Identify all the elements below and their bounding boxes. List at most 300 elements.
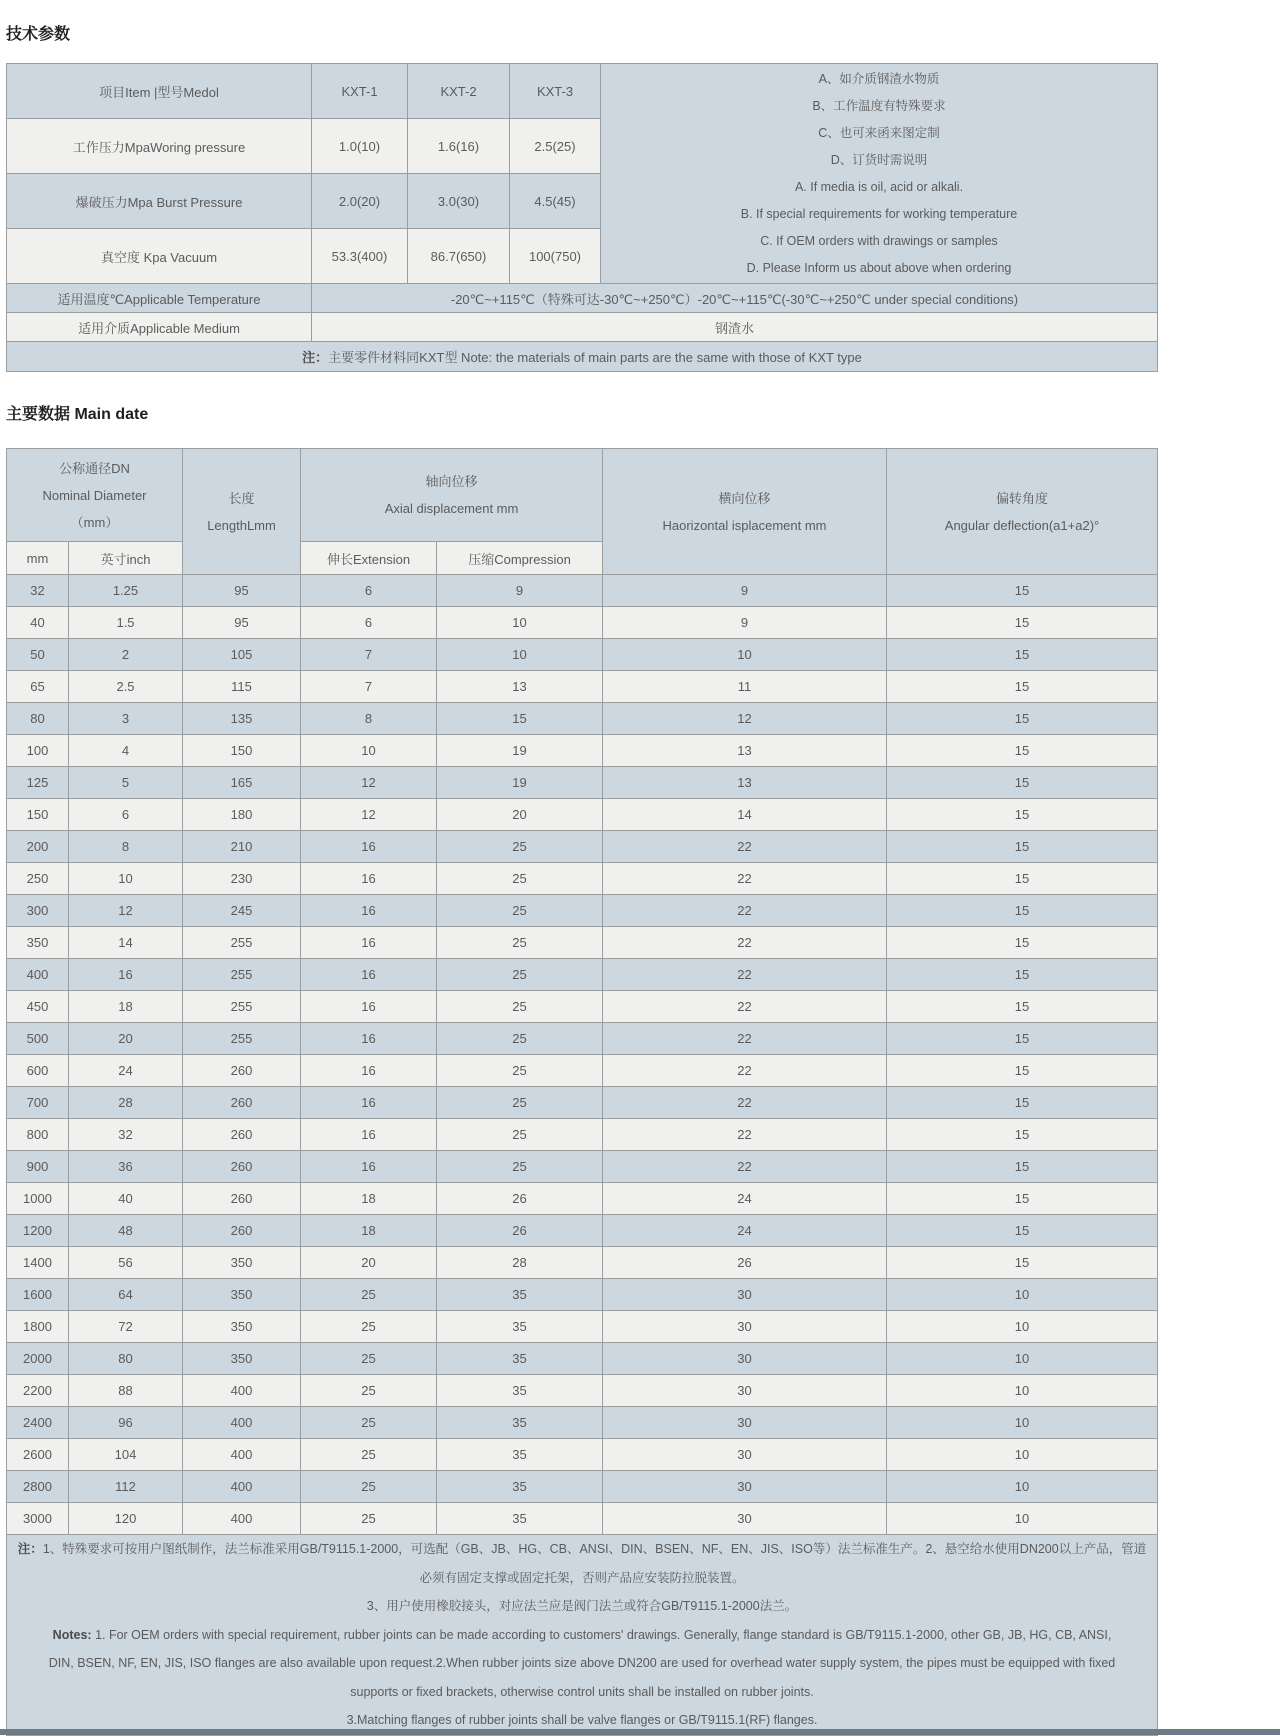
main-table-row [7, 1471, 1158, 1503]
main-table-cell: 22 [603, 895, 887, 927]
main-table-cell: 1.25 [69, 575, 183, 607]
remark-line: C. If OEM orders with drawings or samples [760, 233, 998, 248]
main-table-cell: 35 [437, 1311, 603, 1343]
header-text: Haorizontal isplacement mm [662, 517, 827, 533]
main-table-cell: 10 [301, 735, 437, 767]
note-line-cn: 3、用户使用橡胶接头，对应法兰应是阀门法兰或符合GB/T9115.1-2000法兰。 [366, 1599, 798, 1613]
header-text: 横向位移 [718, 490, 771, 506]
main-table-cell: 25 [437, 1119, 603, 1151]
main-table-cell: 22 [603, 1087, 887, 1119]
main-table-cell: 11 [603, 671, 887, 703]
main-table-row [7, 1055, 1158, 1087]
main-table-row [7, 767, 1158, 799]
main-table-row [7, 799, 1158, 831]
main-table-cell: 1600 [7, 1279, 69, 1311]
main-table-cell: 22 [603, 1151, 887, 1183]
main-table-cell: 200 [7, 831, 69, 863]
main-table-cell: 16 [301, 1087, 437, 1119]
main-table-cell: 18 [301, 1183, 437, 1215]
tech-header-kxt1: KXT-1 [312, 64, 408, 119]
main-table-cell: 13 [603, 735, 887, 767]
main-table-cell: 104 [69, 1439, 183, 1471]
main-table-cell: 10 [887, 1311, 1158, 1343]
main-table-cell: 10 [887, 1279, 1158, 1311]
main-table-row [7, 575, 1158, 607]
main-table-cell: 10 [887, 1439, 1158, 1471]
tech-row-value: 4.5(45) [510, 174, 601, 229]
main-table-row [7, 735, 1158, 767]
main-table-cell: 28 [437, 1247, 603, 1279]
main-table-cell: 245 [183, 895, 301, 927]
main-table-cell: 15 [887, 927, 1158, 959]
medium-value: 钢渣水 [312, 313, 1158, 342]
main-table-cell: 15 [887, 831, 1158, 863]
main-table-cell: 20 [437, 799, 603, 831]
main-table-row [7, 991, 1158, 1023]
main-table-cell: 35 [437, 1439, 603, 1471]
main-table-cell: 16 [301, 927, 437, 959]
main-table-cell: 25 [437, 991, 603, 1023]
footer-bar [0, 1729, 1280, 1735]
main-table-row [7, 1311, 1158, 1343]
tech-row-label: 爆破压力Mpa Burst Pressure [7, 174, 312, 229]
main-table-cell: 95 [183, 575, 301, 607]
main-table-cell: 10 [887, 1503, 1158, 1535]
temperature-label: 适用温度℃Applicable Temperature [7, 284, 312, 313]
main-table-cell: 15 [887, 1247, 1158, 1279]
note-line-en: 3.Matching flanges of rubber joints shall be valve flanges or GB/T9115.1(RF) flanges. [346, 1713, 818, 1727]
remark-line: D. Please Inform us about above when ordering [746, 260, 1012, 275]
note-line-en: supports or fixed brackets, otherwise control units shall be installed on rubber joints. [350, 1684, 814, 1699]
main-table-row [7, 831, 1158, 863]
main-table-cell: 22 [603, 863, 887, 895]
main-table-cell: 112 [69, 1471, 183, 1503]
notes-cn-prefix: 注： [17, 1542, 43, 1556]
main-table-cell: 15 [887, 1183, 1158, 1215]
main-table-cell: 400 [183, 1503, 301, 1535]
main-table-cell: 15 [887, 671, 1158, 703]
main-table-cell: 48 [69, 1215, 183, 1247]
main-table-cell: 10 [603, 639, 887, 671]
main-table-cell: 350 [7, 927, 69, 959]
subheader-mm: mm [7, 542, 69, 575]
main-table-cell: 10 [437, 639, 603, 671]
main-table-cell: 80 [69, 1343, 183, 1375]
main-table-row [7, 639, 1158, 671]
main-table-cell: 16 [301, 831, 437, 863]
subheader-inch: 英寸inch [69, 542, 183, 575]
main-table-cell: 30 [603, 1503, 887, 1535]
main-table-cell: 120 [69, 1503, 183, 1535]
header-text: 偏转角度 [996, 490, 1049, 506]
main-table-cell: 5 [69, 767, 183, 799]
tech-row-value: 86.7(650) [408, 229, 510, 284]
main-table-cell: 15 [887, 735, 1158, 767]
main-table-cell: 72 [69, 1311, 183, 1343]
tech-row-value: 2.0(20) [312, 174, 408, 229]
main-table-cell: 8 [69, 831, 183, 863]
main-table-cell: 600 [7, 1055, 69, 1087]
main-table-cell: 15 [887, 799, 1158, 831]
main-table-cell: 2 [69, 639, 183, 671]
main-table-cell: 700 [7, 1087, 69, 1119]
main-table-cell: 1400 [7, 1247, 69, 1279]
main-table-cell: 350 [183, 1247, 301, 1279]
main-table-row [7, 1375, 1158, 1407]
main-table-cell: 1.5 [69, 607, 183, 639]
main-table-cell: 10 [887, 1343, 1158, 1375]
main-table [6, 448, 1158, 1736]
main-table-cell: 25 [301, 1375, 437, 1407]
main-table-cell: 25 [301, 1311, 437, 1343]
main-table-cell: 25 [437, 1087, 603, 1119]
main-table-cell: 100 [7, 735, 69, 767]
main-table-cell: 260 [183, 1215, 301, 1247]
main-table-cell: 15 [887, 1151, 1158, 1183]
main-table-row [7, 927, 1158, 959]
main-table-body [7, 575, 1158, 1535]
main-table-row [7, 1215, 1158, 1247]
main-table-cell: 900 [7, 1151, 69, 1183]
tech-row-value: 1.6(16) [408, 119, 510, 174]
main-table-cell: 16 [301, 1151, 437, 1183]
header-text: 轴向位移 [425, 474, 478, 489]
page-content [6, 0, 1157, 1736]
main-table-cell: 400 [183, 1471, 301, 1503]
main-table-cell: 7 [301, 639, 437, 671]
remark-line: B、工作温度有特殊要求 [812, 98, 946, 113]
main-table-cell: 260 [183, 1087, 301, 1119]
main-table-cell: 2400 [7, 1407, 69, 1439]
main-table-cell: 64 [69, 1279, 183, 1311]
main-table-cell: 7 [301, 671, 437, 703]
main-table-cell: 24 [603, 1183, 887, 1215]
main-table-cell: 300 [7, 895, 69, 927]
main-table-cell: 15 [887, 1023, 1158, 1055]
main-table-cell: 30 [603, 1343, 887, 1375]
main-table-cell: 20 [69, 1023, 183, 1055]
main-table-cell: 15 [887, 991, 1158, 1023]
main-table-cell: 2.5 [69, 671, 183, 703]
main-table-row [7, 1183, 1158, 1215]
main-table-cell: 255 [183, 1023, 301, 1055]
main-table-cell: 1000 [7, 1183, 69, 1215]
tech-row-value: 2.5(25) [510, 119, 601, 174]
remark-line: D、订货时需说明 [830, 152, 928, 167]
main-table-cell: 22 [603, 1055, 887, 1087]
main-table-cell: 150 [183, 735, 301, 767]
main-table-cell: 165 [183, 767, 301, 799]
main-table-cell: 800 [7, 1119, 69, 1151]
main-table-cell: 15 [887, 1087, 1158, 1119]
main-table-cell: 260 [183, 1151, 301, 1183]
main-table-cell: 35 [437, 1503, 603, 1535]
main-table-cell: 25 [301, 1407, 437, 1439]
main-table-cell: 15 [887, 639, 1158, 671]
main-table-cell: 32 [7, 575, 69, 607]
main-table-cell: 22 [603, 1119, 887, 1151]
main-table-cell: 2000 [7, 1343, 69, 1375]
main-table-cell: 65 [7, 671, 69, 703]
header-text: 长度 [228, 490, 255, 506]
main-table-cell: 15 [887, 575, 1158, 607]
main-table-cell: 25 [437, 895, 603, 927]
tech-note-text: 主要零件材料同KXT型 Note: the materials of main parts are the same with those of KXT type [328, 350, 862, 365]
main-table-cell: 15 [887, 895, 1158, 927]
main-table-cell: 22 [603, 991, 887, 1023]
main-table-cell: 26 [603, 1247, 887, 1279]
main-table-cell: 30 [603, 1407, 887, 1439]
tech-note-row [7, 342, 1158, 372]
main-table-cell: 30 [603, 1439, 887, 1471]
main-table-cell: 9 [603, 575, 887, 607]
main-table-cell: 12 [301, 767, 437, 799]
tech-row-value: 53.3(400) [312, 229, 408, 284]
main-table-cell: 25 [437, 831, 603, 863]
main-table-cell: 9 [603, 607, 887, 639]
tech-row-label: 真空度 Kpa Vacuum [7, 229, 312, 284]
main-table-cell: 15 [887, 607, 1158, 639]
main-table-cell: 15 [887, 863, 1158, 895]
header-axial-displacement [301, 449, 603, 542]
main-table-cell: 260 [183, 1119, 301, 1151]
main-table-cell: 96 [69, 1407, 183, 1439]
main-table-cell: 150 [7, 799, 69, 831]
main-table-cell: 22 [603, 831, 887, 863]
main-table-cell: 14 [69, 927, 183, 959]
main-table-cell: 16 [301, 959, 437, 991]
main-table-row [7, 1343, 1158, 1375]
remark-line: A. If media is oil, acid or alkali. [794, 179, 964, 194]
main-table-row [7, 1247, 1158, 1279]
main-table-cell: 255 [183, 991, 301, 1023]
main-table-cell: 8 [301, 703, 437, 735]
main-table-cell: 13 [603, 767, 887, 799]
main-table-cell: 10 [69, 863, 183, 895]
main-table-row [7, 1151, 1158, 1183]
main-table-cell: 400 [183, 1375, 301, 1407]
main-table-cell: 80 [7, 703, 69, 735]
main-table-cell: 15 [887, 703, 1158, 735]
main-table-row [7, 1023, 1158, 1055]
main-table-cell: 1800 [7, 1311, 69, 1343]
main-table-cell: 25 [437, 927, 603, 959]
main-table-cell: 56 [69, 1247, 183, 1279]
main-table-cell: 230 [183, 863, 301, 895]
header-text: 公称通径DN [59, 460, 130, 476]
main-table-cell: 15 [887, 959, 1158, 991]
main-table-row [7, 1439, 1158, 1471]
main-notes-row [7, 1535, 1158, 1736]
note-line-cn [7, 1535, 1157, 1564]
tech-row-value: 3.0(30) [408, 174, 510, 229]
main-table-row [7, 863, 1158, 895]
header-horizontal-displacement [603, 449, 887, 575]
main-notes-cell [7, 1535, 1158, 1736]
main-section-title: 主要数据 Main date [6, 406, 149, 423]
main-table-cell: 95 [183, 607, 301, 639]
main-table-cell: 16 [69, 959, 183, 991]
main-table-cell: 24 [603, 1215, 887, 1247]
note-text: 1. For OEM orders with special requirement, rubber joints can be made according to customers' drawings. Generally, flange standard is GB/T9115.1-2000, other GB, JB, HG, CB, ANSI, [95, 1627, 1112, 1642]
tech-row-value: 1.0(10) [312, 119, 408, 174]
main-table-cell: 250 [7, 863, 69, 895]
main-table-row [7, 895, 1158, 927]
main-table-cell: 88 [69, 1375, 183, 1407]
main-table-cell: 25 [437, 1055, 603, 1087]
main-table-cell: 1200 [7, 1215, 69, 1247]
main-table-cell: 26 [437, 1183, 603, 1215]
main-table-cell: 10 [887, 1375, 1158, 1407]
header-angular-deflection [887, 449, 1158, 575]
main-table-cell: 400 [7, 959, 69, 991]
main-table-cell: 14 [603, 799, 887, 831]
main-table-cell: 16 [301, 1119, 437, 1151]
main-table-cell: 10 [437, 607, 603, 639]
main-table-cell: 35 [437, 1279, 603, 1311]
main-table-cell: 25 [437, 1023, 603, 1055]
main-table-cell: 4 [69, 735, 183, 767]
main-table-cell: 2800 [7, 1471, 69, 1503]
header-text: Nominal Diameter [42, 487, 147, 503]
main-table-cell: 10 [887, 1471, 1158, 1503]
main-table-row [7, 703, 1158, 735]
main-table-cell: 16 [301, 991, 437, 1023]
main-table-cell: 30 [603, 1311, 887, 1343]
main-table-cell: 115 [183, 671, 301, 703]
tech-table [6, 63, 1158, 372]
main-table-cell: 32 [69, 1119, 183, 1151]
header-text: LengthLmm [207, 517, 276, 533]
remark-line: B. If special requirements for working temperature [740, 206, 1018, 221]
main-table-cell: 15 [887, 1055, 1158, 1087]
main-table-cell: 16 [301, 1055, 437, 1087]
main-table-cell: 12 [301, 799, 437, 831]
main-table-cell: 36 [69, 1151, 183, 1183]
subheader-compression: 压缩Compression [437, 542, 603, 575]
header-length [183, 449, 301, 575]
tech-header-kxt3: KXT-3 [510, 64, 601, 119]
main-table-cell: 35 [437, 1407, 603, 1439]
tech-row-label: 工作压力MpaWoring pressure [7, 119, 312, 174]
main-table-cell: 35 [437, 1471, 603, 1503]
main-table-cell: 3000 [7, 1503, 69, 1535]
note-line-cn: 必须有固定支撑或固定托架，否则产品应安装防拉脱装置。 [419, 1570, 745, 1585]
main-table-cell: 22 [603, 1023, 887, 1055]
main-table-cell: 16 [301, 863, 437, 895]
main-table-cell: 18 [69, 991, 183, 1023]
main-table-cell: 400 [183, 1439, 301, 1471]
main-table-cell: 20 [301, 1247, 437, 1279]
note-line-en [7, 1621, 1157, 1650]
main-table-cell: 255 [183, 959, 301, 991]
main-table-cell: 125 [7, 767, 69, 799]
main-table-cell: 255 [183, 927, 301, 959]
main-table-cell: 15 [887, 767, 1158, 799]
main-table-cell: 135 [183, 703, 301, 735]
remark-line: A、如介质钢渣水物质 [818, 71, 940, 86]
main-table-cell: 15 [887, 1119, 1158, 1151]
main-table-row [7, 1087, 1158, 1119]
main-table-cell: 25 [301, 1471, 437, 1503]
main-table-cell: 350 [183, 1343, 301, 1375]
header-text: Axial displacement mm [384, 501, 519, 516]
tech-section-title: 技术参数 [6, 26, 71, 43]
remark-line: C、也可来函来图定制 [818, 125, 940, 140]
main-header-row-1 [7, 449, 1158, 542]
main-table-cell: 22 [603, 959, 887, 991]
temperature-value: -20℃~+115℃（特殊可达-30℃~+250℃）-20℃~+115℃(-30℃~+250℃ under special conditions) [312, 284, 1158, 313]
main-table-cell: 9 [437, 575, 603, 607]
main-table-cell: 2600 [7, 1439, 69, 1471]
main-table-cell: 24 [69, 1055, 183, 1087]
tech-remarks-cell [601, 64, 1158, 284]
main-table-cell: 25 [301, 1503, 437, 1535]
main-table-cell: 25 [437, 959, 603, 991]
tech-header-item-model: 项目Item |型号Medol [7, 64, 312, 119]
subheader-extension: 伸长Extension [301, 542, 437, 575]
main-table-cell: 6 [301, 575, 437, 607]
main-table-cell: 25 [437, 863, 603, 895]
main-table-row [7, 1407, 1158, 1439]
main-table-cell: 25 [437, 1151, 603, 1183]
main-table-cell: 105 [183, 639, 301, 671]
main-table-cell: 28 [69, 1087, 183, 1119]
header-text: （mm） [70, 514, 119, 530]
header-nominal-diameter [7, 449, 183, 542]
main-table-cell: 35 [437, 1375, 603, 1407]
main-table-cell: 30 [603, 1375, 887, 1407]
main-table-cell: 40 [7, 607, 69, 639]
main-table-cell: 400 [183, 1407, 301, 1439]
main-table-cell: 26 [437, 1215, 603, 1247]
main-table-cell: 350 [183, 1311, 301, 1343]
tech-medium-row [7, 313, 1158, 342]
main-table-row [7, 607, 1158, 639]
main-table-cell: 30 [603, 1279, 887, 1311]
main-table-cell: 350 [183, 1279, 301, 1311]
main-table-cell: 6 [69, 799, 183, 831]
main-table-cell: 16 [301, 1023, 437, 1055]
main-table-cell: 12 [69, 895, 183, 927]
main-table-row [7, 1279, 1158, 1311]
main-table-cell: 25 [301, 1439, 437, 1471]
tech-note-prefix: 注： [302, 350, 329, 365]
main-table-cell: 40 [69, 1183, 183, 1215]
note-text: 1、特殊要求可按用户图纸制作，法兰标准采用GB/T9115.1-2000，可选配（GB、JB、HG、CB、ANSI、DIN、BSEN、NF、EN、JIS、ISO等）法兰标准生产。2、悬空给水使用DN200以上产品，管道 [42, 1542, 1147, 1556]
tech-temperature-row [7, 284, 1158, 313]
main-table-row [7, 1503, 1158, 1535]
main-table-cell: 35 [437, 1343, 603, 1375]
main-table-cell: 15 [887, 1215, 1158, 1247]
main-table-row [7, 1119, 1158, 1151]
header-text: Angular deflection(a1+a2)° [944, 517, 1100, 533]
main-table-cell: 50 [7, 639, 69, 671]
tech-row-value: 100(750) [510, 229, 601, 284]
main-table-cell: 15 [437, 703, 603, 735]
note-line-en: DIN, BSEN, NF, EN, JIS, ISO flanges are also available upon request.2.When rubber joints size above DN200 are used for overhead water supply system, the pipes must be equipped with fixed [48, 1656, 1116, 1670]
medium-label: 适用介质Applicable Medium [7, 313, 312, 342]
main-table-cell: 13 [437, 671, 603, 703]
main-table-cell: 18 [301, 1215, 437, 1247]
main-table-row [7, 959, 1158, 991]
tech-note-cell [7, 342, 1158, 372]
main-table-cell: 19 [437, 767, 603, 799]
main-table-cell: 30 [603, 1471, 887, 1503]
main-table-cell: 25 [301, 1343, 437, 1375]
main-table-cell: 25 [301, 1279, 437, 1311]
main-table-cell: 22 [603, 927, 887, 959]
